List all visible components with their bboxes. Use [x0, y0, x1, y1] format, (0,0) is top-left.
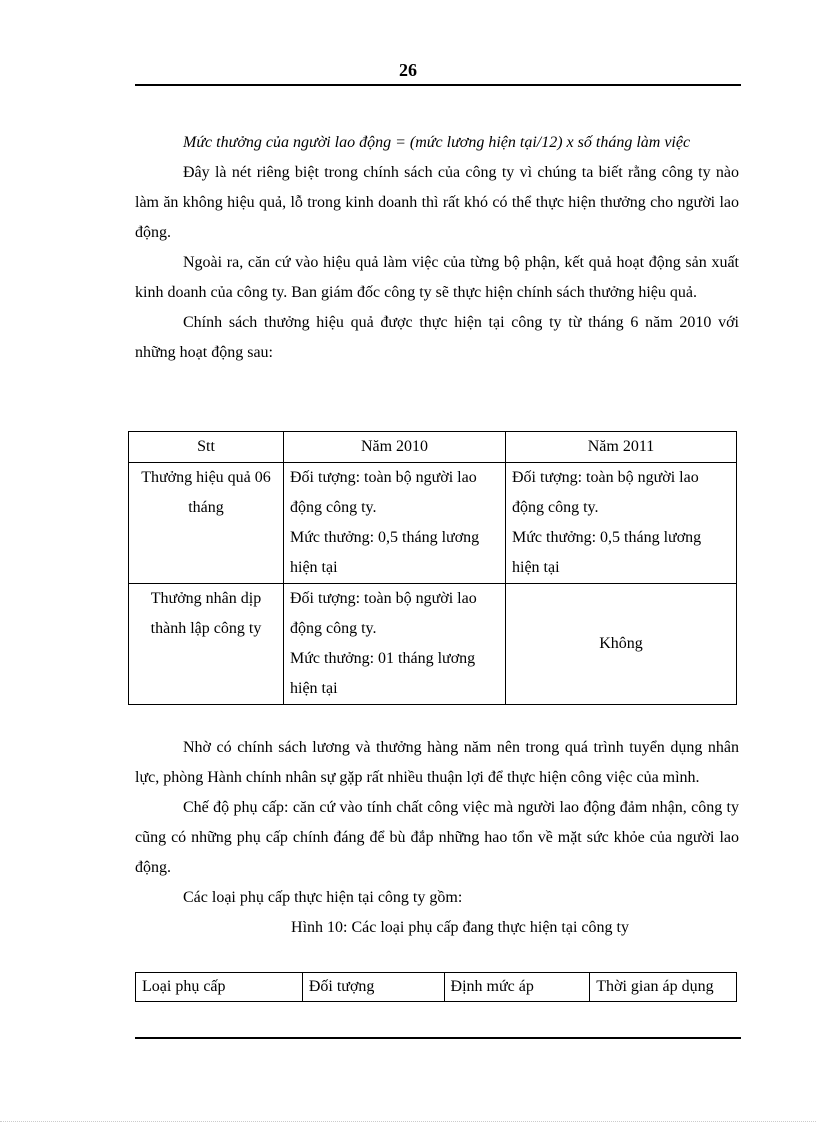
page-number: 26: [399, 60, 417, 80]
figure-caption: Hình 10: Các loại phụ cấp đang thực hiện tại công ty: [291, 919, 629, 936]
cell-target: Đối tượng: toàn bộ người lao động công ty.: [290, 590, 477, 637]
paragraph: Đây là nét riêng biệt trong chính sách của công ty vì chúng ta biết rằng công ty nào làm ăn không hiệu quả, lỗ trong kinh doanh thì rất khó có thể thực hiện thưởng cho người lao động.: [135, 164, 739, 241]
table-cell: [284, 584, 506, 705]
cell-amount: Mức thưởng: 0,5 tháng lương hiện tại: [512, 529, 702, 576]
table-cell: Không: [506, 584, 737, 705]
table-header-cell: Định mức áp: [444, 973, 590, 1002]
header-rule: [135, 84, 741, 86]
paragraph: Ngoài ra, căn cứ vào hiệu quả làm việc của từng bộ phận, kết quả hoạt động sản xuất kinh doanh của công ty. Ban giám đốc công ty sẽ thực hiện chính sách thưởng hiệu quả.: [135, 254, 739, 301]
row-label: Thưởng hiệu quả 06 tháng: [129, 463, 284, 584]
table-cell: [506, 463, 737, 584]
footer-rule: [135, 1037, 741, 1039]
paragraph: Các loại phụ cấp thực hiện tại công ty gồm:: [183, 889, 463, 906]
table-header-row: [129, 432, 737, 463]
table-header-cell: Stt: [129, 432, 284, 463]
cell-target: Đối tượng: toàn bộ người lao động công ty.: [512, 469, 699, 516]
body-text-bottom: [135, 733, 739, 943]
body-text-top: [135, 128, 739, 368]
table-header-cell: Đối tượng: [302, 973, 444, 1002]
cell-target: Đối tượng: toàn bộ người lao động công ty.: [290, 469, 477, 516]
cell-amount: Mức thưởng: 0,5 tháng lương hiện tại: [290, 529, 480, 576]
paragraph: Chính sách thưởng hiệu quả được thực hiện tại công ty từ tháng 6 năm 2010 với những hoạt động sau:: [135, 314, 739, 361]
table-row: [129, 463, 737, 584]
table-header-cell: Năm 2010: [284, 432, 506, 463]
bonus-table: [128, 431, 737, 705]
paragraph: Chế độ phụ cấp: căn cứ vào tính chất công việc mà người lao động đảm nhận, công ty cũng có những phụ cấp chính đáng để bù đắp những hao tổn về mặt sức khỏe của người lao động.: [135, 799, 739, 876]
table-header-cell: Loại phụ cấp: [136, 973, 303, 1002]
table-header-cell: Năm 2011: [506, 432, 737, 463]
table-cell: [284, 463, 506, 584]
row-label: Thưởng nhân dịp thành lập công ty: [129, 584, 284, 705]
table-header-cell: Thời gian áp dụng: [590, 973, 737, 1002]
table-row: [129, 584, 737, 705]
allowance-table: [135, 972, 737, 1002]
page-edge: [0, 1121, 816, 1122]
table-header-row: [136, 973, 737, 1002]
cell-amount: Mức thưởng: 01 tháng lương hiện tại: [290, 650, 476, 697]
paragraph: Nhờ có chính sách lương và thưởng hàng năm nên trong quá trình tuyển dụng nhân lực, phòng Hành chính nhân sự gặp rất nhiều thuận lợi để thực hiện công việc của mình.: [135, 739, 739, 786]
bonus-formula: Mức thưởng của người lao động = (mức lương hiện tại/12) x số tháng làm việc: [183, 134, 691, 151]
